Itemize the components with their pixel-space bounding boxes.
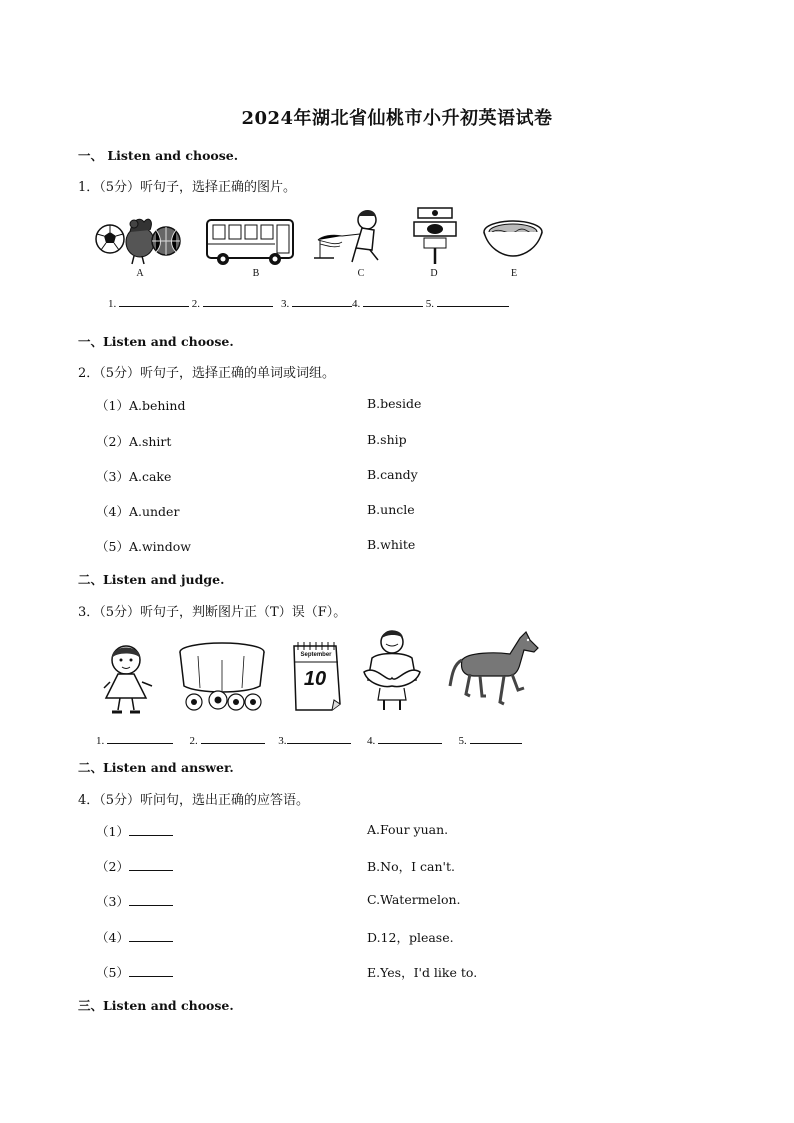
option-a[interactable]: A.window (128, 539, 191, 554)
blank-number: 2. (191, 298, 200, 310)
option-a[interactable]: A.cake (128, 469, 172, 484)
item-number: （2） (96, 859, 129, 874)
option-b[interactable]: B.beside (367, 396, 422, 411)
answer-row (96, 892, 173, 910)
blank-number: 1. (96, 735, 105, 747)
horse-icon (448, 630, 540, 710)
item-number: （4） (96, 504, 129, 519)
answer-blank-4[interactable] (378, 733, 442, 744)
option-b[interactable]: B.candy (367, 467, 418, 482)
strong-man-icon (360, 628, 422, 712)
answer-option[interactable]: A.Four yuan. (367, 822, 449, 837)
item-number: （1） (96, 824, 129, 839)
question-prompt: 1．（5分）听句子，选择正确的图片。 (78, 180, 297, 195)
answer-blank-5[interactable] (437, 296, 509, 307)
section-heading: 二、Listen and answer. (78, 760, 234, 775)
blank-number: 4. (352, 298, 361, 310)
image-label: B (252, 268, 260, 279)
answer-blank-1[interactable] (119, 296, 189, 307)
question-prompt: 4．（5分）听问句，选出正确的应答语。 (78, 793, 310, 808)
blank-number: 3. (281, 298, 290, 310)
answer-row (96, 857, 173, 875)
option-b[interactable]: B.ship (367, 432, 407, 447)
option-b[interactable]: B.uncle (367, 502, 415, 517)
question-prompt: 3．（5分）听句子，判断图片正（T）误（F）。 (78, 605, 347, 620)
table-balls-icon (178, 642, 268, 714)
item-number: （4） (96, 930, 129, 945)
answer-blank-1[interactable] (107, 733, 173, 744)
blank-number: 3. (278, 735, 287, 747)
answer-option[interactable]: C.Watermelon. (367, 892, 461, 907)
blank-number: 5. (425, 298, 434, 310)
option-row (96, 537, 191, 555)
image-label: C (357, 268, 365, 279)
item-number: （3） (96, 469, 129, 484)
answer-blanks (108, 296, 509, 310)
answer-blank-4[interactable] (129, 931, 173, 942)
option-a[interactable]: A.behind (128, 398, 186, 413)
answer-blank-5[interactable] (129, 966, 173, 977)
option-a[interactable]: A.shirt (128, 434, 172, 449)
answer-row (96, 928, 173, 946)
option-row (96, 467, 171, 485)
item-number: （5） (96, 965, 129, 980)
bus-icon (205, 214, 295, 268)
answer-blank-5[interactable] (470, 733, 522, 744)
option-row (96, 432, 171, 450)
page-title: 2024年湖北省仙桃市小升初英语试卷 (241, 108, 553, 129)
answer-blank-1[interactable] (129, 825, 173, 836)
answer-blank-2[interactable] (203, 296, 273, 307)
image-label: E (510, 268, 518, 279)
option-b[interactable]: B.white (367, 537, 416, 552)
image-label: A (136, 268, 144, 279)
section-heading: 一、 Listen and choose. (78, 148, 239, 163)
answer-blank-2[interactable] (129, 860, 173, 871)
answer-blank-3[interactable] (129, 895, 173, 906)
girl-icon (102, 642, 158, 716)
question-prompt: 2．（5分）听句子，选择正确的单词或词组。 (78, 366, 336, 381)
item-number: （5） (96, 539, 129, 554)
answer-option[interactable]: D.12，please. (367, 930, 454, 945)
answer-blank-3[interactable] (287, 733, 351, 744)
answer-row (96, 822, 173, 840)
blank-number: 1. (108, 298, 117, 310)
answer-option[interactable]: E.Yes，I'd like to. (367, 965, 478, 980)
answer-option[interactable]: B.No，I can't. (367, 859, 455, 874)
blank-number: 4. (367, 735, 376, 747)
option-row (96, 396, 185, 414)
ball-chicken-icon (94, 208, 184, 268)
calendar-day: 10 (303, 668, 327, 690)
item-number: （2） (96, 434, 129, 449)
answer-blank-3[interactable] (292, 296, 352, 307)
section-heading: 一、Listen and choose. (78, 334, 234, 349)
option-a[interactable]: A.under (128, 504, 180, 519)
item-number: （3） (96, 894, 129, 909)
blank-number: 5. (458, 735, 467, 747)
item-number: （1） (96, 398, 129, 413)
option-row (96, 502, 179, 520)
noodles-bowl-icon (482, 218, 544, 262)
section-heading: 二、Listen and judge. (78, 572, 225, 587)
traffic-light-icon (410, 206, 460, 266)
watering-boy-icon (312, 206, 392, 266)
calendar-month: September (300, 652, 332, 658)
answer-blank-4[interactable] (363, 296, 423, 307)
blank-number: 2. (189, 735, 198, 747)
answer-blank-2[interactable] (201, 733, 265, 744)
answer-blanks (96, 733, 522, 747)
image-label: D (430, 268, 438, 279)
section-heading: 三、Listen and choose. (78, 998, 234, 1013)
answer-row (96, 963, 173, 981)
